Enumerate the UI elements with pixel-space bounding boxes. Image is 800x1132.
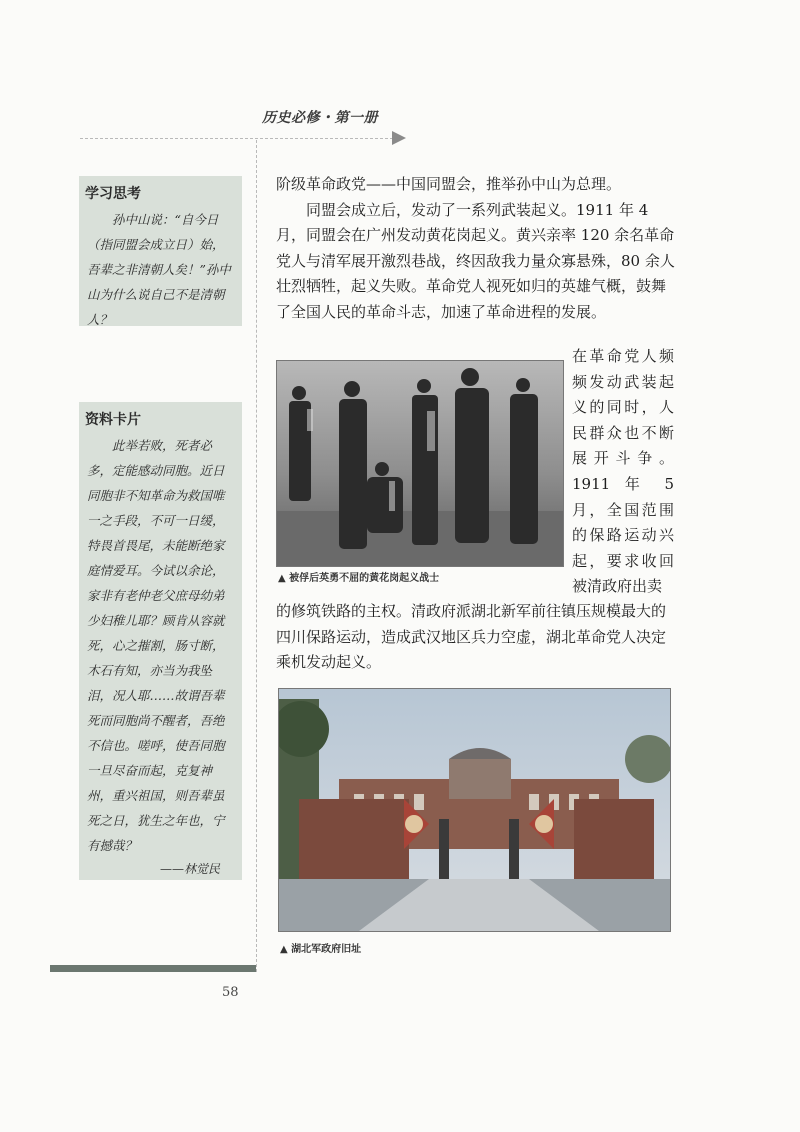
paragraph-2: 同盟会成立后，发动了一系列武装起义。1911 年 4 月，同盟会在广州发动黄花岗起义。黄兴亲率 120 余名革命党人与清军展开激烈巷战，终因敌我力量众寡悬殊，80 余人壮烈牺牲，起义失败。革命党人视死如归的英雄气概，鼓舞了全国人民的革命斗志，加速了革命进程的发展。 <box>276 200 675 321</box>
page-number: 58 <box>222 985 239 1000</box>
study-think-title: 学习思考 <box>85 186 141 202</box>
header-arrow-icon <box>392 131 406 145</box>
footer-bar <box>50 965 256 972</box>
photo1-caption: ▲ 被俘后英勇不屈的黄花岗起义战士 <box>278 573 440 584</box>
main-text-top <box>276 172 676 326</box>
page-header-title: 历史必修・第一册 <box>262 110 378 126</box>
photo2-caption: ▲ 湖北军政府旧址 <box>280 944 362 955</box>
info-card-title: 资料卡片 <box>85 412 141 428</box>
info-card-signature: ——林觉民 <box>159 862 220 876</box>
column-divider <box>256 140 257 972</box>
study-think-box <box>79 176 242 326</box>
wrap-paragraph: 在革命党人频频发动武装起义的同时，人民群众也不断展开斗争。1911 年 5 月，全国范围的保路运动兴起，要求收回被清政府出卖 <box>572 347 674 596</box>
paragraph-1: 阶级革命政党——中国同盟会，推举孙中山为总理。 <box>276 175 622 193</box>
header-divider <box>80 138 398 139</box>
main-text-bottom <box>276 599 676 676</box>
info-card-box <box>79 402 242 880</box>
info-card-text: 此举若败，死者必多，定能感动同胞。近日同胞非不知革命为救国唯一之手段，不可一日缓，特畏首畏尾，未能断绝家庭情爱耳。今试以余论，家非有老仲老父庶母幼弟少妇稚儿耶？顾肯从容就死，心之摧割，肠寸断，木石有知，亦当为我坠泪，况人耶……故谓吾辈死而同胞尚不醒者，吾绝不信也。嗟呼，使吾同胞一旦尽奋而起，克复神州，重兴祖国，则吾辈虽死之日，犹生之年也，宁有撼哉？ <box>87 438 225 853</box>
study-think-text: 孙中山说：“自今日（指同盟会成立日）始，吾辈之非清朝人矣！”孙中山为什么说自己不是清朝人？ <box>87 212 231 327</box>
hubei-military-government-photo <box>278 688 671 932</box>
paragraph-3: 的修筑铁路的主权。清政府派湖北新军前往镇压规模最大的四川保路运动，造成武汉地区兵力空虚，湖北革命党人决定乘机发动起义。 <box>276 602 667 672</box>
huanghuagang-fighters-photo <box>276 360 564 567</box>
